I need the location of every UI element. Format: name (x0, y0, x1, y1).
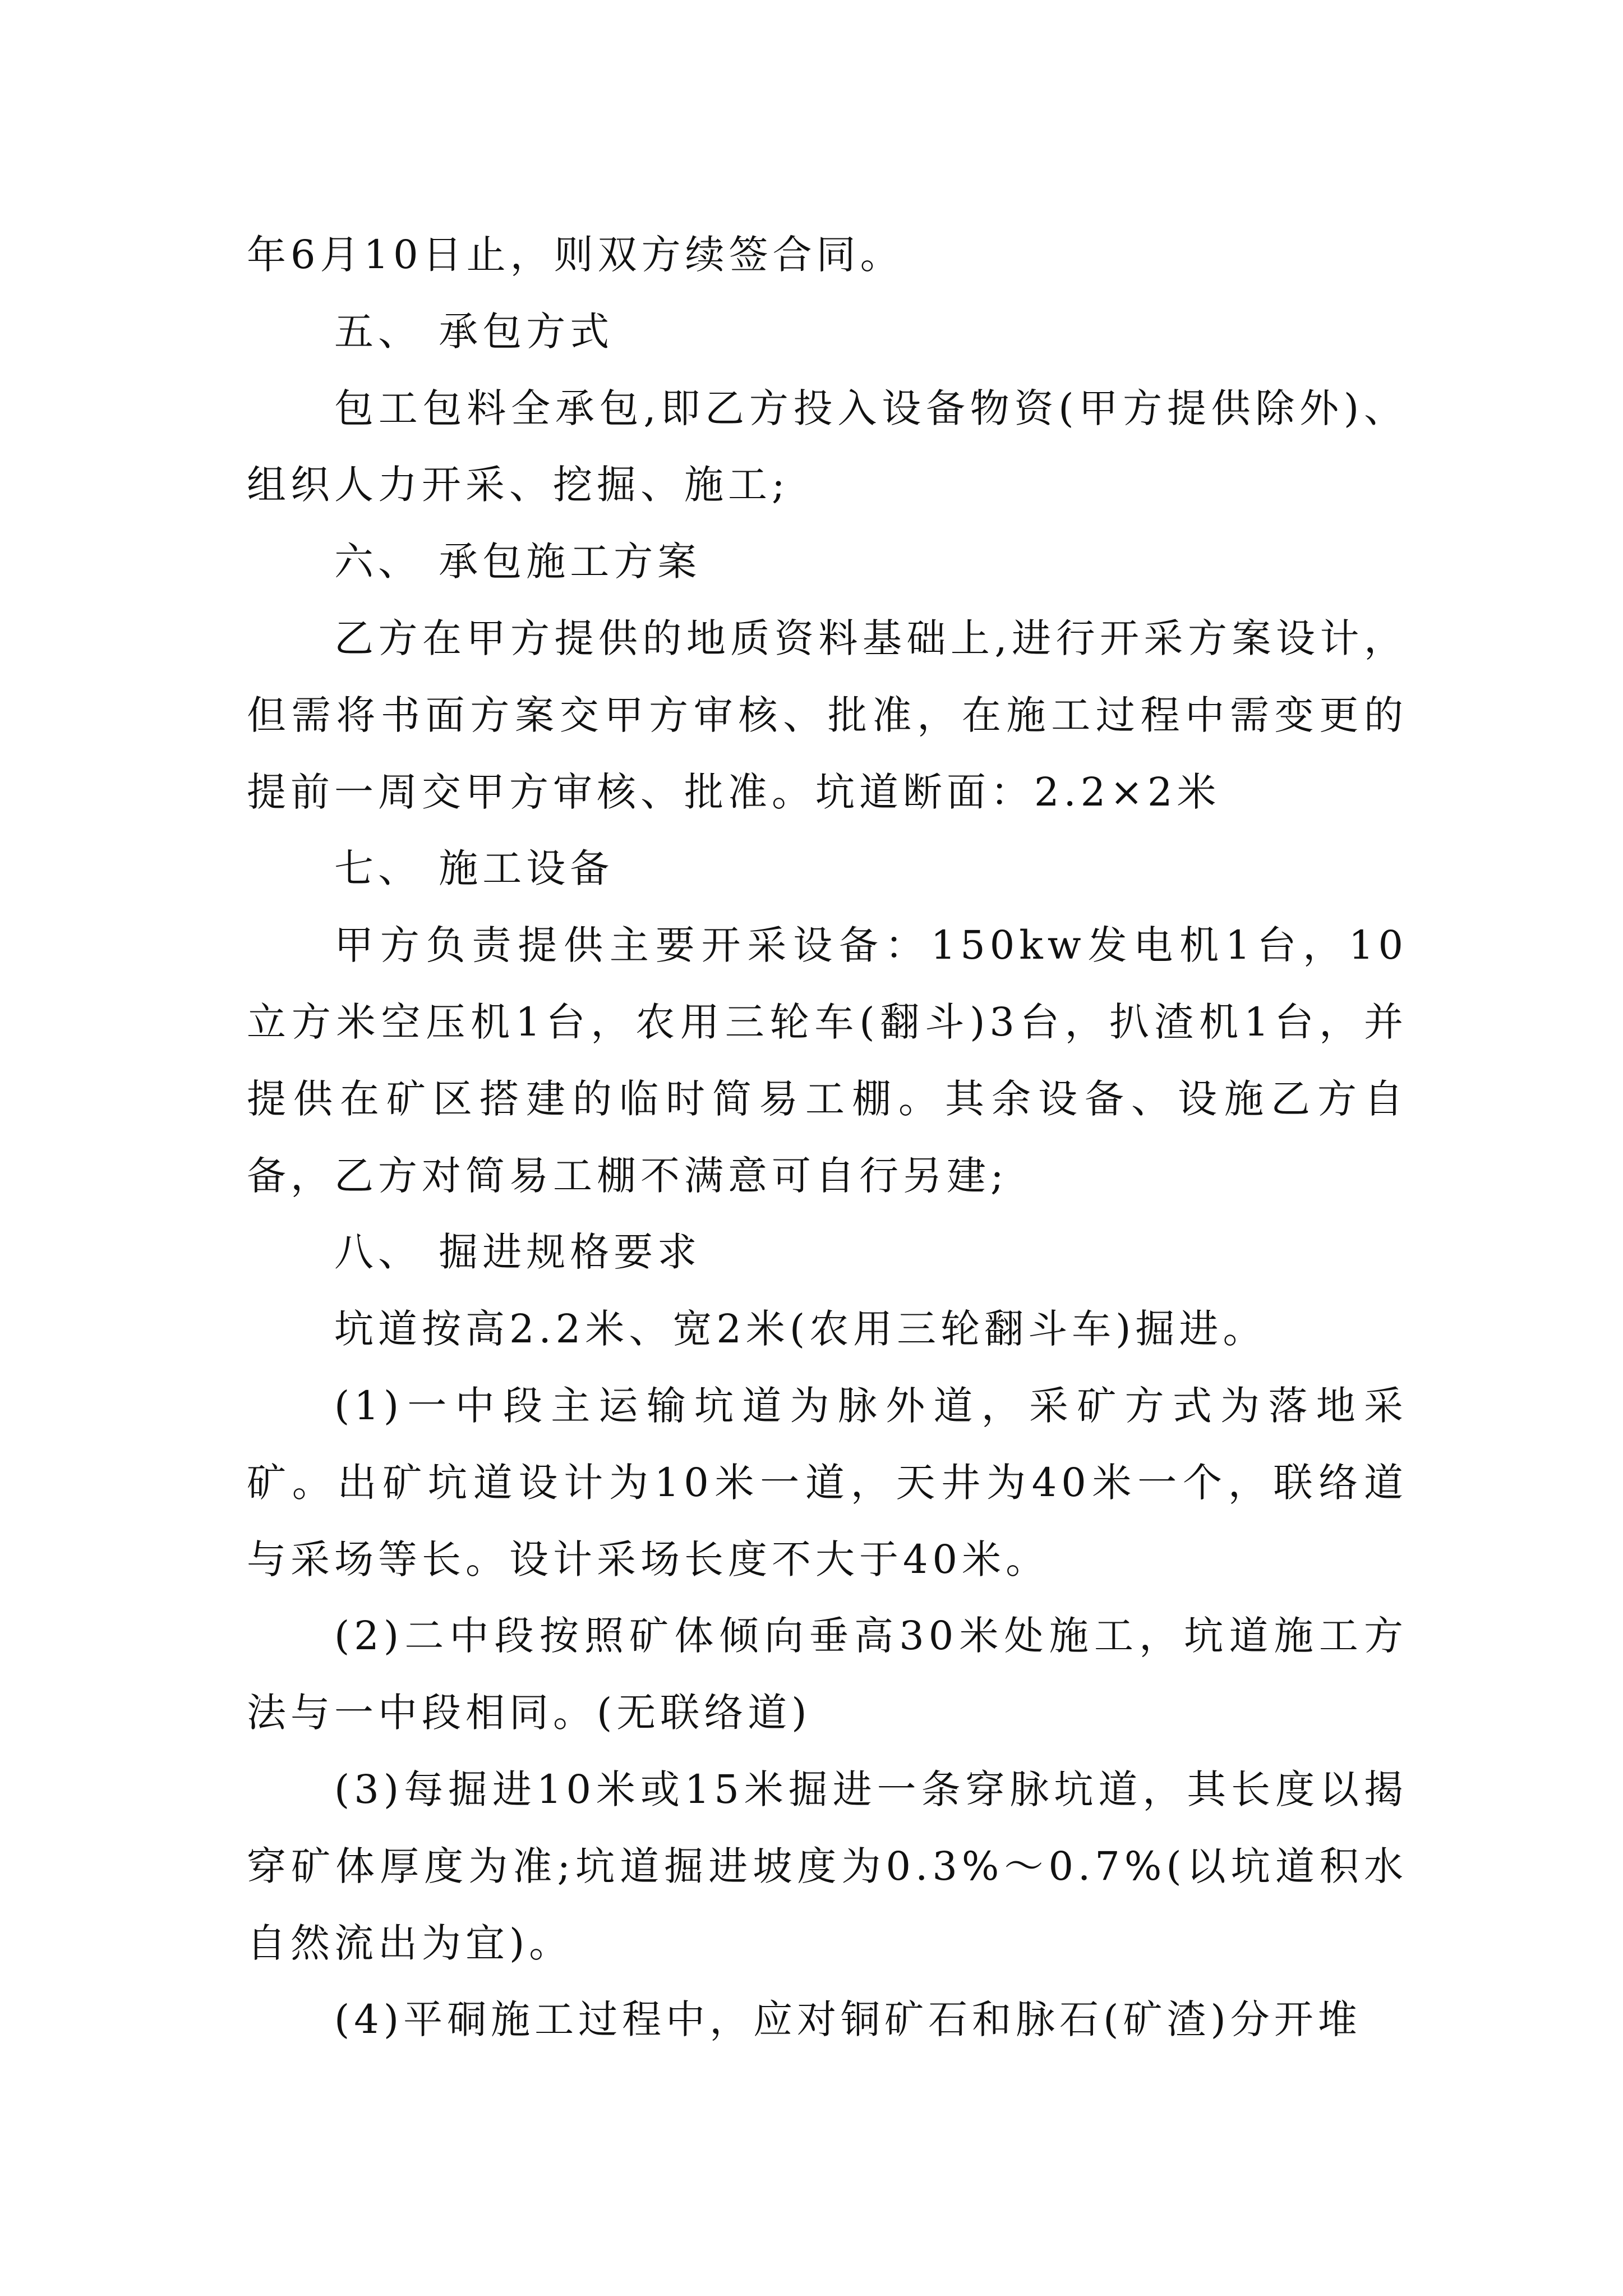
document-body (247, 217, 1408, 2058)
heading-construction-plan: 六、 承包施工方案 (334, 539, 702, 585)
heading-construction-equipment: 七、 施工设备 (334, 845, 614, 892)
heading-contract-method: 五、 承包方式 (334, 308, 614, 355)
paragraph-tunnel-size: 坑道按高2.2米、宽2米(农用三轮翻斗车)掘进。 (334, 1306, 1267, 1352)
paragraph-contract-renewal: 年6月10日止，则双方续签合同。 (247, 232, 904, 278)
paragraph-contract-method: 包工包料全承包,即乙方投入设备物资(甲方提供除外)、组织人力开采、挖掘、施工; (247, 385, 1408, 508)
paragraph-construction-equipment: 甲方负责提供主要开采设备：150kw发电机1台，10立方米空压机1台，农用三轮车(翻斗)3台，扒渣机1台，并提供在矿区搭建的临时简易工棚。其余设备、设施乙方自备，乙方对简易工棚不满意可自行另建; (247, 922, 1408, 1199)
paragraph-item-4: (4)平硐施工过程中，应对铜矿石和脉石(矿渣)分开堆 (334, 1996, 1362, 2043)
paragraph-item-1: (1)一中段主运输坑道为脉外道，采矿方式为落地采矿。出矿坑道设计为10米一道，天井为40米一个，联络道与采场等长。设计采场长度不大于40米。 (247, 1382, 1408, 1582)
heading-excavation-specs: 八、 掘进规格要求 (334, 1229, 702, 1276)
paragraph-item-2: (2)二中段按照矿体倾向垂高30米处施工，坑道施工方法与一中段相同。(无联络道) (247, 1613, 1408, 1736)
paragraph-item-3: (3)每掘进10米或15米掘进一条穿脉坑道，其长度以揭穿矿体厚度为准;坑道掘进坡度为0.3%～0.7%(以坑道积水自然流出为宜)。 (247, 1766, 1408, 1966)
paragraph-construction-plan: 乙方在甲方提供的地质资料基础上,进行开采方案设计，但需将书面方案交甲方审核、批准，在施工过程中需变更的提前一周交甲方审核、批准。坑道断面：2.2×2米 (247, 615, 1408, 815)
